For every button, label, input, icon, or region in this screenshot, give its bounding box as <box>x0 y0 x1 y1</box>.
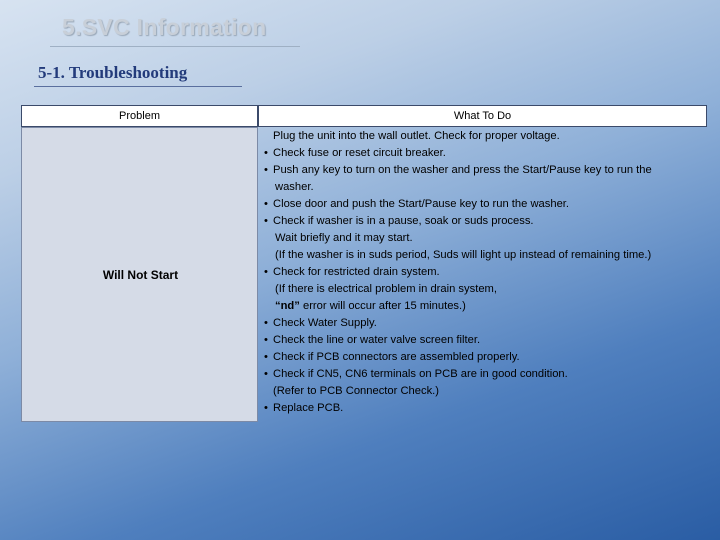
header-what-to-do: What To Do <box>258 105 707 127</box>
step-text: Check if PCB connectors are assembled properly. <box>273 351 520 363</box>
step-item <box>264 179 704 196</box>
step-text: Wait briefly and it may start. <box>275 232 413 244</box>
slide-title: 5.SVC Information <box>62 14 267 40</box>
step-text: washer. <box>275 181 314 193</box>
step-text: Close door and push the Start/Pause key to run the washer. <box>273 198 570 210</box>
step-text: Check Water Supply. <box>273 317 377 329</box>
step-item <box>264 247 704 264</box>
problem-text: Will Not Start <box>102 268 179 282</box>
step-text: Plug the unit into the wall outlet. Check for proper voltage. <box>273 130 560 142</box>
section-divider <box>34 86 242 87</box>
step-item <box>264 213 704 230</box>
step-item <box>264 230 704 247</box>
bullet: • <box>264 351 268 363</box>
step-text: Check the line or water valve screen filter. <box>273 334 481 346</box>
bullet: • <box>264 215 268 227</box>
step-text: (If the washer is in suds period, Suds will light up instead of remaining time.) <box>275 249 652 261</box>
what-to-do-list <box>264 128 704 417</box>
step-text: (If there is electrical problem in drain system, <box>275 283 497 295</box>
bullet: • <box>264 402 268 414</box>
step-text: Check fuse or reset circuit breaker. <box>273 147 446 159</box>
bullet: • <box>264 317 268 329</box>
step-item <box>264 281 704 298</box>
header-problem: Problem <box>21 105 258 127</box>
step-text: Replace PCB. <box>273 402 344 414</box>
step-item <box>264 145 704 162</box>
step-item <box>264 400 704 417</box>
step-item <box>264 128 704 145</box>
step-text: Check if CN5, CN6 terminals on PCB are in good condition. <box>273 368 568 380</box>
step-text: Check if washer is in a pause, soak or suds process. <box>273 215 534 227</box>
bullet: • <box>264 198 268 210</box>
step-item <box>264 366 704 383</box>
step-item <box>264 264 704 281</box>
step-text: Push any key to turn on the washer and press the Start/Pause key to run the <box>273 164 652 176</box>
bullet: • <box>264 164 268 176</box>
step-text: error will occur after 15 minutes.) <box>299 300 466 312</box>
step-item <box>264 196 704 213</box>
step-item <box>264 332 704 349</box>
step-item <box>264 162 704 179</box>
step-item <box>264 315 704 332</box>
error-code: “nd” <box>275 300 300 312</box>
bullet: • <box>264 266 268 278</box>
bullet: • <box>264 334 268 346</box>
step-item <box>264 298 704 315</box>
step-item <box>264 383 704 400</box>
problem-cell <box>21 127 258 422</box>
step-item <box>264 349 704 366</box>
section-title: 5-1. Troubleshooting <box>38 63 188 82</box>
step-text: (Refer to PCB Connector Check.) <box>273 385 440 397</box>
title-divider <box>50 46 300 47</box>
bullet: • <box>264 147 268 159</box>
bullet: • <box>264 368 268 380</box>
step-text: Check for restricted drain system. <box>273 266 440 278</box>
